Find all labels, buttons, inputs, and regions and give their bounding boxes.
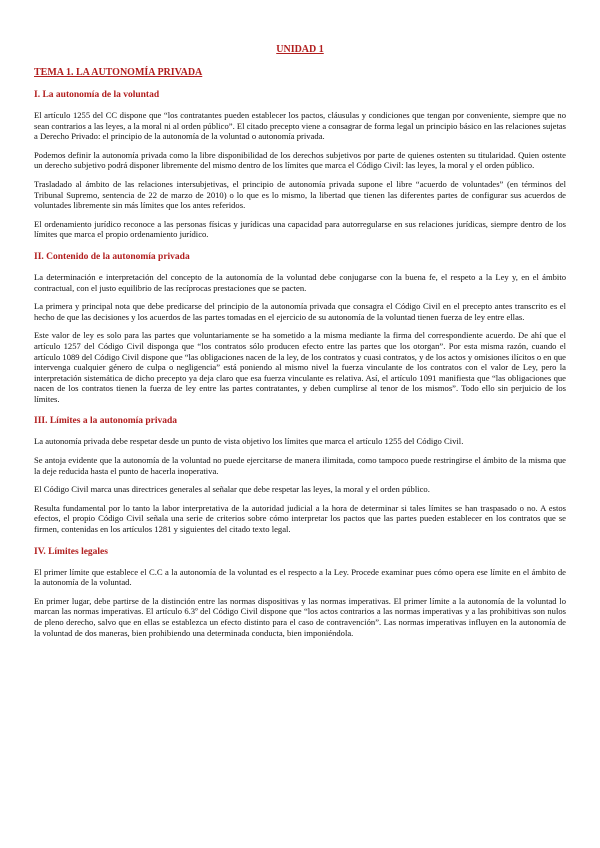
paragraph: La determinación e interpretación del concepto de la autonomía de la voluntad debe conjugarse con la buena fe, el respeto a la Ley y, en el ámbito contractual, con el justo equilibrio de las recíprocas prestaciones que se pacten.: [34, 271, 566, 293]
paragraph: Este valor de ley es solo para las partes que voluntariamente se ha sometido a la misma mediante la firma del correspondiente acuerdo. De ahí que el artículo 1257 del Código Civil disponga que “los contratos sólo producen efecto entre las partes que los otorgan”. Por esta misma razón, cuando el artículo 1089 del Código Civil dispone que “las obligaciones nacen de la ley, de los contratos y cuasi contratos, y de los actos y omisiones ilícitos o en que intervenga cualquier género de culpa o negligencia” está poniendo al mismo nivel la fuerza vinculante de los contratos con el valor de Ley, pero la interpretación sistemática de dicho precepto ya deja claro que esa fuerza vinculante es relativa. Así, el artículo 1091 manifiesta que “las obligaciones que nacen de los contratos tienen la fuerza de ley entre las partes contratantes, y deben cumplirse al tenor de los mismos”. Todo ello sin perjuicio de los límites.: [34, 330, 566, 404]
paragraph: El primer límite que establece el C.C a la autonomía de la voluntad es el respecto a la Ley. Procede examinar pues cómo opera ese límite en el ámbito de la autonomía de la voluntad.: [34, 566, 566, 588]
paragraph: El artículo 1255 del CC dispone que “los contratantes pueden establecer los pactos, cláusulas y condiciones que tengan por conveniente, siempre que no sean contrarios a las leyes, a la moral ni al orden público”. El citado precepto viene a consagrar de forma legal un principio básico en las relaciones sujetas a Derecho Privado: el principio de la autonomía de la voluntad o autonomía privada.: [34, 110, 566, 142]
paragraph: Podemos definir la autonomía privada como la libre disponibilidad de los derechos subjetivos por parte de quienes ostenten su titularidad. Quien ostente un derecho subjetivo podrá disponer libremente del mismo dentro de los límites que marca el Código Civil: las leyes, la moral y el orden público.: [34, 149, 566, 171]
paragraph: El Código Civil marca unas directrices generales al señalar que debe respetar las leyes, la moral y el orden público.: [34, 484, 430, 495]
paragraph: En primer lugar, debe partirse de la distinción entre las normas dispositivas y las normas imperativas. El primer límite a la autonomía de la voluntad lo marcan las normas imperativas. El artículo 6.3º del Código Civil dispone que “los actos contrarios a las normas imperativas y a las prohibitivas son nulos de pleno derecho, salvo que en ellas se establezca un efecto distinto para el caso de contravención”. Las normas imperativas influyen en la autonomía de la voluntad de dos maneras, bien prohibiendo una determinada conducta, bien imponiéndola.: [34, 595, 566, 638]
paragraph: La autonomía privada debe respetar desde un punto de vista objetivo los límites que marca el artículo 1255 del Código Civil.: [34, 436, 464, 447]
paragraph: La primera y principal nota que debe predicarse del principio de la autonomía privada que consagra el Código Civil en el precepto antes transcrito es el hecho de que las decisiones y los acuerdos de las partes tomadas en el ejercicio de su autonomía de la voluntad tienen fuerza de ley entre ellas.: [34, 301, 566, 322]
paragraph: Trasladado al ámbito de las relaciones intersubjetivas, el principio de autonomía privada supone el libre “acuerdo de voluntades” (en términos del Tribunal Supremo, sentencia de 22 de marzo de 2010) o lo que es lo mismo, la libertad que tienen las diferentes partes de configurar sus acuerdos de voluntades libremente sin más límites que los antes referidos.: [34, 178, 566, 211]
section-autonomia-voluntad: [34, 90, 566, 240]
topic-title: TEMA 1. LA AUTONOMÍA PRIVADA: [34, 67, 203, 78]
paragraph: Se antoja evidente que la autonomía de la voluntad no puede ejercitarse de manera ilimitada, como tampoco puede restringirse el ámbito de la misma que la deje reducida hasta el punto de hacerla inoperativa.: [34, 455, 566, 476]
section-contenido-autonomia: [34, 252, 566, 405]
section-heading: IV. Límites legales: [34, 546, 108, 557]
section-heading: II. Contenido de la autonomía privada: [34, 251, 190, 262]
section-heading: III. Límites a la autonomía privada: [34, 416, 178, 427]
section-limites-legales: [34, 547, 566, 639]
paragraph: El ordenamiento jurídico reconoce a las personas físicas y jurídicas una capacidad para autorregularse en sus relaciones jurídicas, siempre dentro de los límites que marca el propio ordenamiento jurídico.: [34, 218, 566, 240]
unit-title: UNIDAD 1: [276, 44, 324, 55]
section-limites-autonomia: [34, 416, 566, 534]
section-heading: I. La autonomía de la voluntad: [34, 90, 160, 100]
paragraph: Resulta fundamental por lo tanto la labor interpretativa de la autoridad judicial a la hora de determinar si tales límites se han traspasado o no. A estos efectos, el propio Código Civil señala una serie de criterios sobre cómo interpretar los pactos que las partes pueden establecer en los contratos que se firmen, contenidas en los artículos 1281 y siguientes del citado texto legal.: [34, 502, 566, 535]
